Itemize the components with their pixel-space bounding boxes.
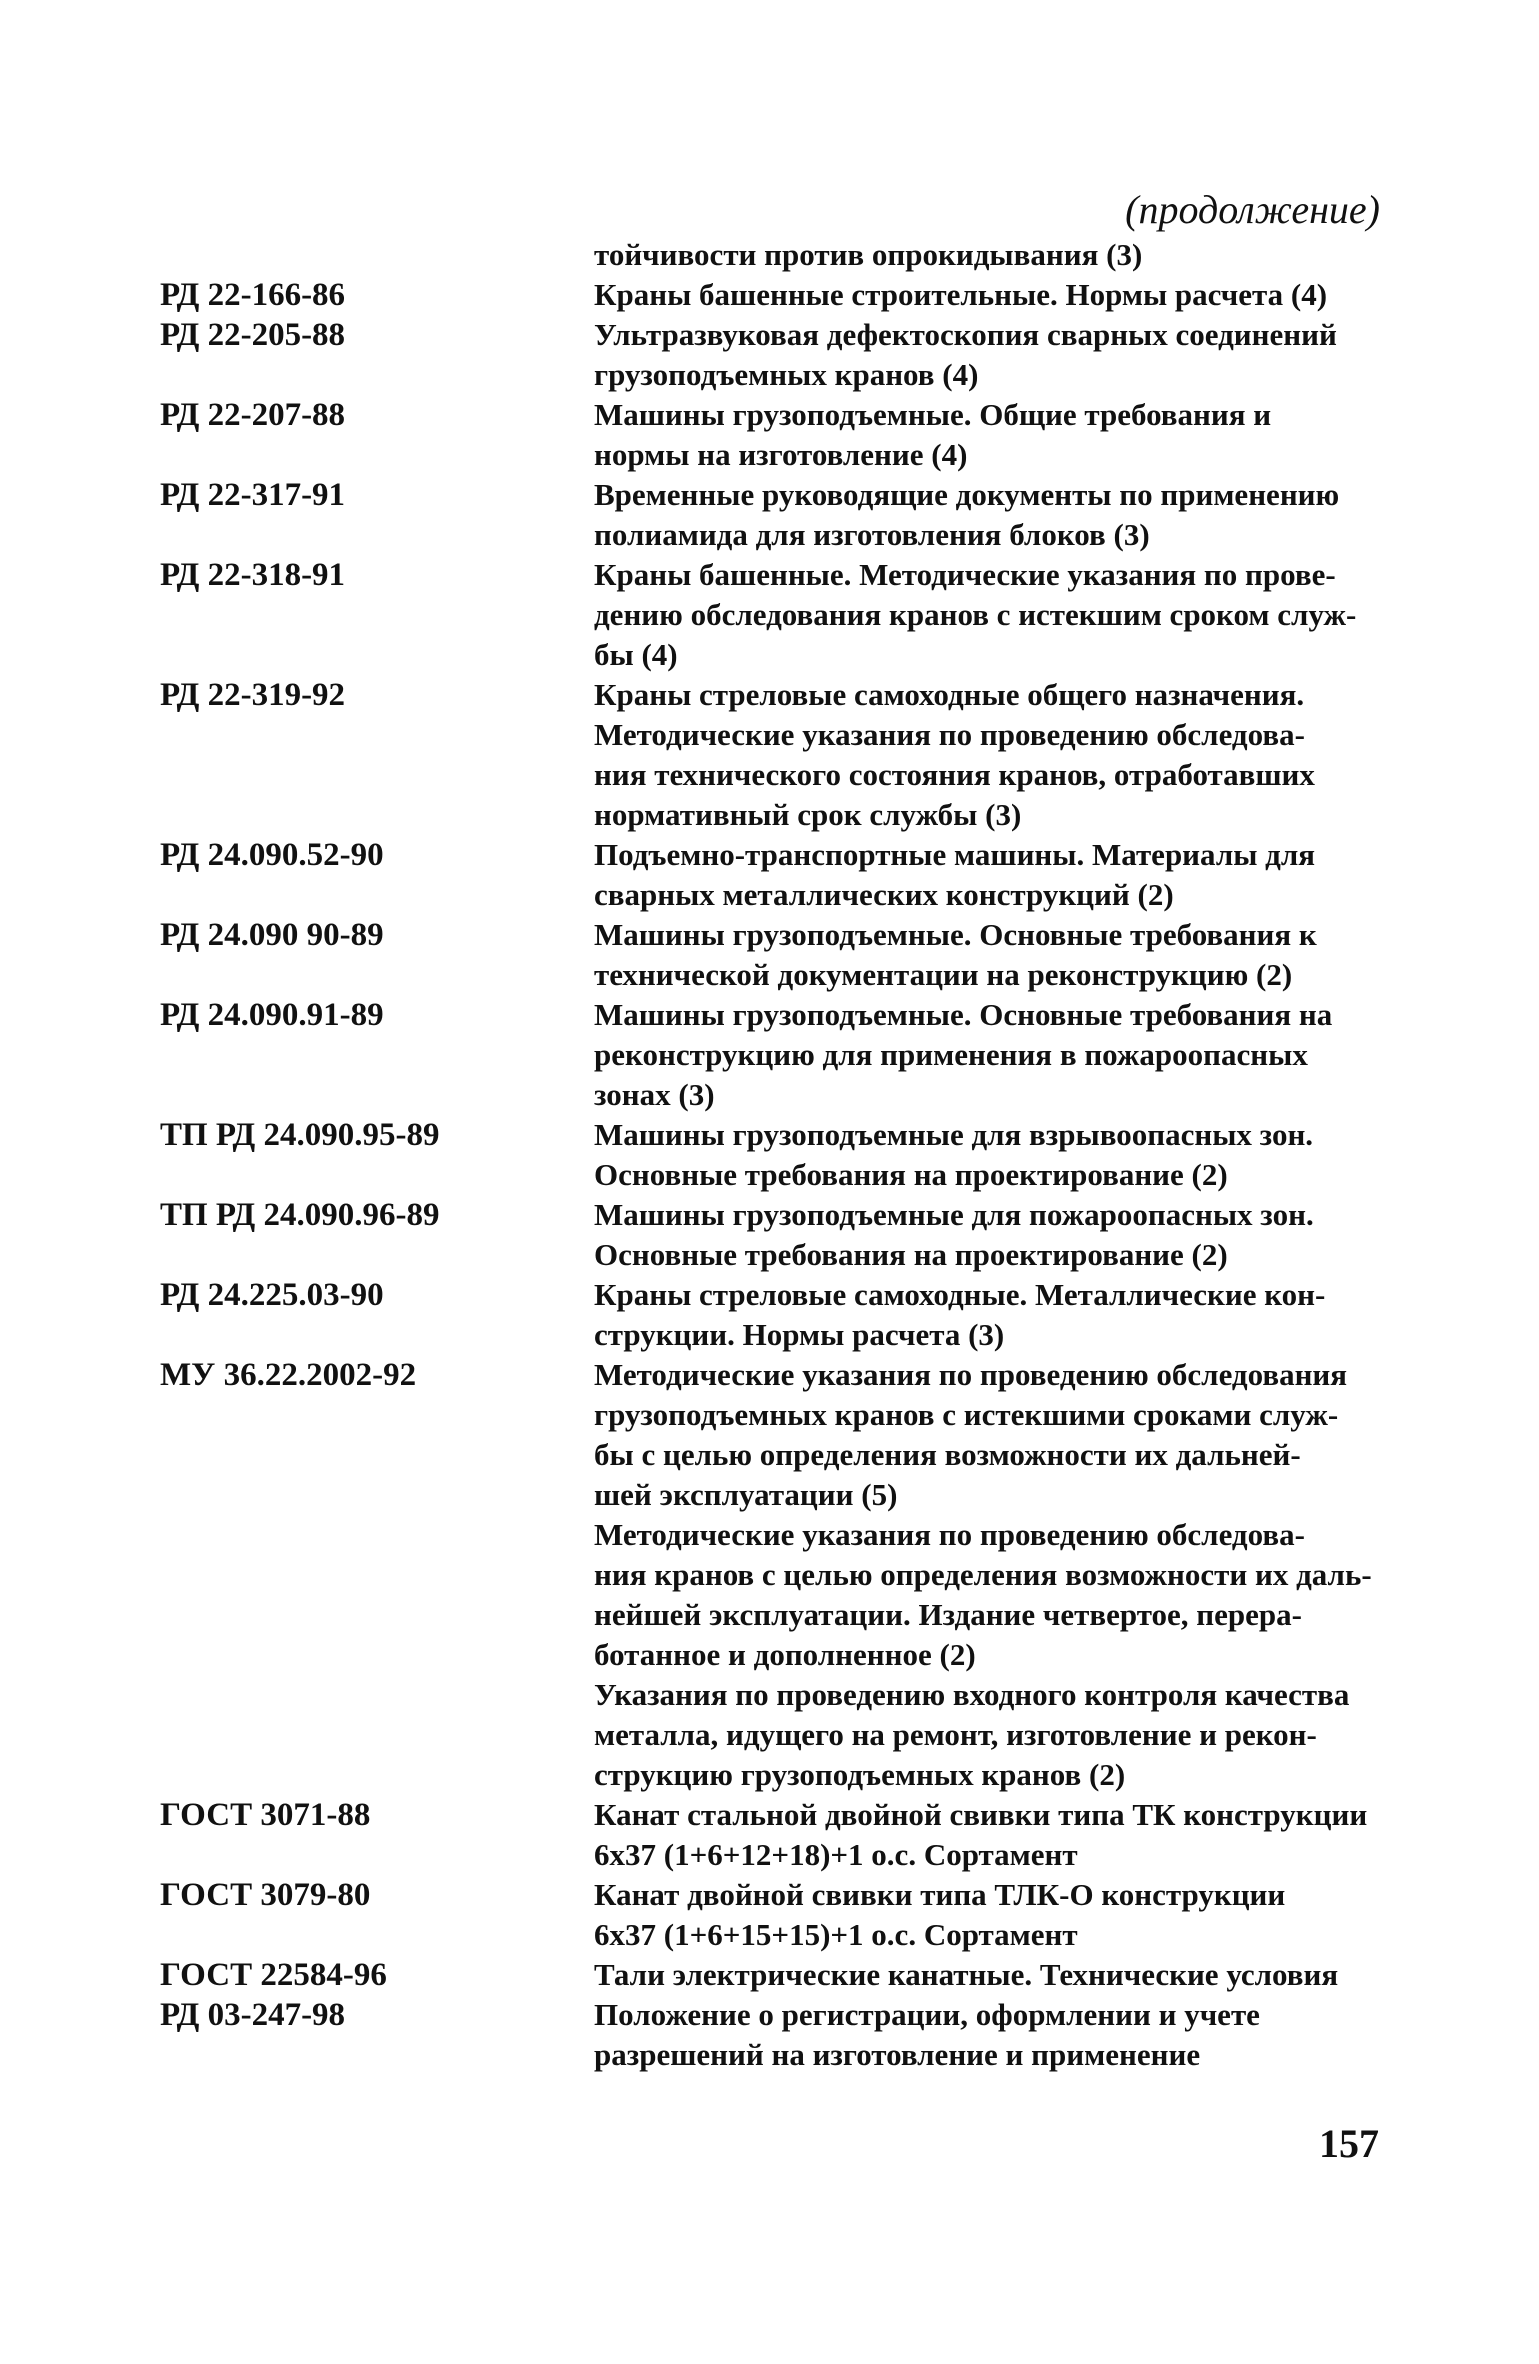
document-entry bbox=[160, 1995, 1390, 2075]
description-line: технической документации на реконструкцию (2) bbox=[594, 957, 1293, 992]
document-code: РД 24.225.03-90 bbox=[160, 1277, 384, 1313]
document-code: РД 22-319-92 bbox=[160, 677, 346, 713]
description-line: Краны стреловые самоходные. Металлические кон- bbox=[594, 1277, 1326, 1312]
document-code bbox=[160, 1515, 594, 1675]
description-line: ния технического состояния кранов, отработавших bbox=[594, 757, 1315, 792]
description-line: Машины грузоподъемные для пожароопасных зон. bbox=[594, 1197, 1314, 1232]
description-line: разрешений на изготовление и применение bbox=[594, 2037, 1201, 2072]
description-line: Подъемно-транспортные машины. Материалы для bbox=[594, 837, 1316, 872]
description-line: нормативный срок службы (3) bbox=[594, 797, 1022, 832]
document-description bbox=[594, 395, 1384, 475]
document-description bbox=[594, 1955, 1384, 1995]
description-line: Временные руководящие документы по применению bbox=[594, 477, 1340, 512]
document-description bbox=[594, 1875, 1384, 1955]
description-line: грузоподъемных кранов с истекшими сроками служ- bbox=[594, 1397, 1339, 1432]
document-code: ГОСТ 3079-80 bbox=[160, 1877, 371, 1913]
document-description bbox=[594, 315, 1384, 395]
description-line: бы (4) bbox=[594, 637, 678, 672]
document-description bbox=[594, 1515, 1384, 1675]
document-code: РД 24.090.52-90 bbox=[160, 837, 384, 873]
document-entry bbox=[160, 235, 1390, 275]
document-code: РД 24.090.91-89 bbox=[160, 997, 384, 1033]
description-line: 6х37 (1+6+15+15)+1 о.с. Сортамент bbox=[594, 1917, 1078, 1952]
description-line: Методические указания по проведению обследова- bbox=[594, 717, 1305, 752]
description-line: Положение о регистрации, оформлении и учете bbox=[594, 1997, 1260, 2032]
description-line: струкцию грузоподъемных кранов (2) bbox=[594, 1757, 1126, 1792]
document-code: РД 22-317-91 bbox=[160, 477, 346, 513]
document-description bbox=[594, 915, 1384, 995]
description-line: металла, идущего на ремонт, изготовление и рекон- bbox=[594, 1717, 1317, 1752]
document-description bbox=[594, 995, 1384, 1115]
document-description bbox=[594, 1675, 1384, 1795]
document-entry bbox=[160, 1115, 1390, 1195]
document-entry bbox=[160, 1875, 1390, 1955]
description-line: Основные требования на проектирование (2) bbox=[594, 1157, 1228, 1192]
document-entry bbox=[160, 995, 1390, 1115]
description-line: Машины грузоподъемные. Общие требования и bbox=[594, 397, 1272, 432]
document-entry bbox=[160, 315, 1390, 395]
description-line: Основные требования на проектирование (2) bbox=[594, 1237, 1228, 1272]
description-line: Канат двойной свивки типа ТЛК-О конструкции bbox=[594, 1877, 1286, 1912]
document-entry bbox=[160, 835, 1390, 915]
document-description bbox=[594, 235, 1384, 275]
description-line: полиамида для изготовления блоков (3) bbox=[594, 517, 1150, 552]
description-line: нормы на изготовление (4) bbox=[594, 437, 968, 472]
document-code: РД 22-318-91 bbox=[160, 557, 346, 593]
document-code bbox=[160, 1675, 594, 1795]
document-code: ГОСТ 22584-96 bbox=[160, 1957, 387, 1993]
document-code: РД 22-207-88 bbox=[160, 397, 346, 433]
document-description bbox=[594, 1195, 1384, 1275]
document-code: МУ 36.22.2002-92 bbox=[160, 1357, 417, 1393]
document-code: ТП РД 24.090.96-89 bbox=[160, 1197, 440, 1233]
document-entry bbox=[160, 675, 1390, 835]
document-description bbox=[594, 1275, 1384, 1355]
description-line: Тали электрические канатные. Технические условия bbox=[594, 1957, 1339, 1992]
document-code: ГОСТ 3071-88 bbox=[160, 1797, 371, 1833]
description-line: грузоподъемных кранов (4) bbox=[594, 357, 979, 392]
description-line: зонах (3) bbox=[594, 1077, 715, 1112]
description-line: Машины грузоподъемные. Основные требования на bbox=[594, 997, 1333, 1032]
description-line: ния кранов с целью определения возможности их даль- bbox=[594, 1557, 1372, 1592]
document-code: РД 03-247-98 bbox=[160, 1997, 346, 2033]
document-entry bbox=[160, 395, 1390, 475]
description-line: Методические указания по проведению обследова- bbox=[594, 1517, 1305, 1552]
document-entry bbox=[160, 1955, 1390, 1995]
description-line: Краны башенные. Методические указания по прове- bbox=[594, 557, 1336, 592]
description-line: Машины грузоподъемные. Основные требования к bbox=[594, 917, 1317, 952]
document-entry bbox=[160, 1675, 1390, 1795]
document-description bbox=[594, 1795, 1384, 1875]
document-description bbox=[594, 1355, 1384, 1515]
description-line: Ультразвуковая дефектоскопия сварных соединений bbox=[594, 317, 1337, 352]
document-list bbox=[160, 235, 1390, 2075]
document-code: РД 24.090 90-89 bbox=[160, 917, 384, 953]
description-line: струкции. Нормы расчета (3) bbox=[594, 1317, 1005, 1352]
document-entry bbox=[160, 915, 1390, 995]
document-code bbox=[160, 235, 594, 275]
document-code: РД 22-166-86 bbox=[160, 277, 346, 313]
document-code: РД 22-205-88 bbox=[160, 317, 346, 353]
document-entry bbox=[160, 1195, 1390, 1275]
document-description bbox=[594, 1115, 1384, 1195]
document-description bbox=[594, 555, 1384, 675]
description-line: Машины грузоподъемные для взрывоопасных зон. bbox=[594, 1117, 1314, 1152]
description-line: сварных металлических конструкций (2) bbox=[594, 877, 1174, 912]
document-description bbox=[594, 275, 1384, 315]
description-line: 6х37 (1+6+12+18)+1 о.с. Сортамент bbox=[594, 1837, 1078, 1872]
document-entry bbox=[160, 555, 1390, 675]
continued-label: (продолжение) bbox=[1125, 187, 1380, 232]
document-entry bbox=[160, 1795, 1390, 1875]
document-description bbox=[594, 835, 1384, 915]
document-entry bbox=[160, 1515, 1390, 1675]
document-description bbox=[594, 675, 1384, 835]
document-description bbox=[594, 475, 1384, 555]
description-line: бы с целью определения возможности их дальней- bbox=[594, 1437, 1301, 1472]
description-line: тойчивости против опрокидывания (3) bbox=[594, 237, 1143, 272]
document-description bbox=[594, 1995, 1384, 2075]
description-line: Канат стальной двойной свивки типа ТК конструкции bbox=[594, 1797, 1368, 1832]
description-line: Краны башенные строительные. Нормы расчета (4) bbox=[594, 277, 1328, 312]
description-line: Краны стреловые самоходные общего назначения. bbox=[594, 677, 1305, 712]
document-entry bbox=[160, 1355, 1390, 1515]
description-line: дению обследования кранов с истекшим сроком служ- bbox=[594, 597, 1357, 632]
document-code: ТП РД 24.090.95-89 bbox=[160, 1117, 440, 1153]
description-line: реконструкцию для применения в пожароопасных bbox=[594, 1037, 1308, 1072]
description-line: нейшей эксплуатации. Издание четвертое, перера- bbox=[594, 1597, 1302, 1632]
document-entry bbox=[160, 1275, 1390, 1355]
description-line: шей эксплуатации (5) bbox=[594, 1477, 898, 1512]
document-entry bbox=[160, 475, 1390, 555]
document-entry bbox=[160, 275, 1390, 315]
description-line: Указания по проведению входного контроля качества bbox=[594, 1677, 1350, 1712]
page-number: 157 bbox=[1319, 2121, 1379, 2166]
description-line: Методические указания по проведению обследования bbox=[594, 1357, 1348, 1392]
description-line: ботанное и дополненное (2) bbox=[594, 1637, 976, 1672]
